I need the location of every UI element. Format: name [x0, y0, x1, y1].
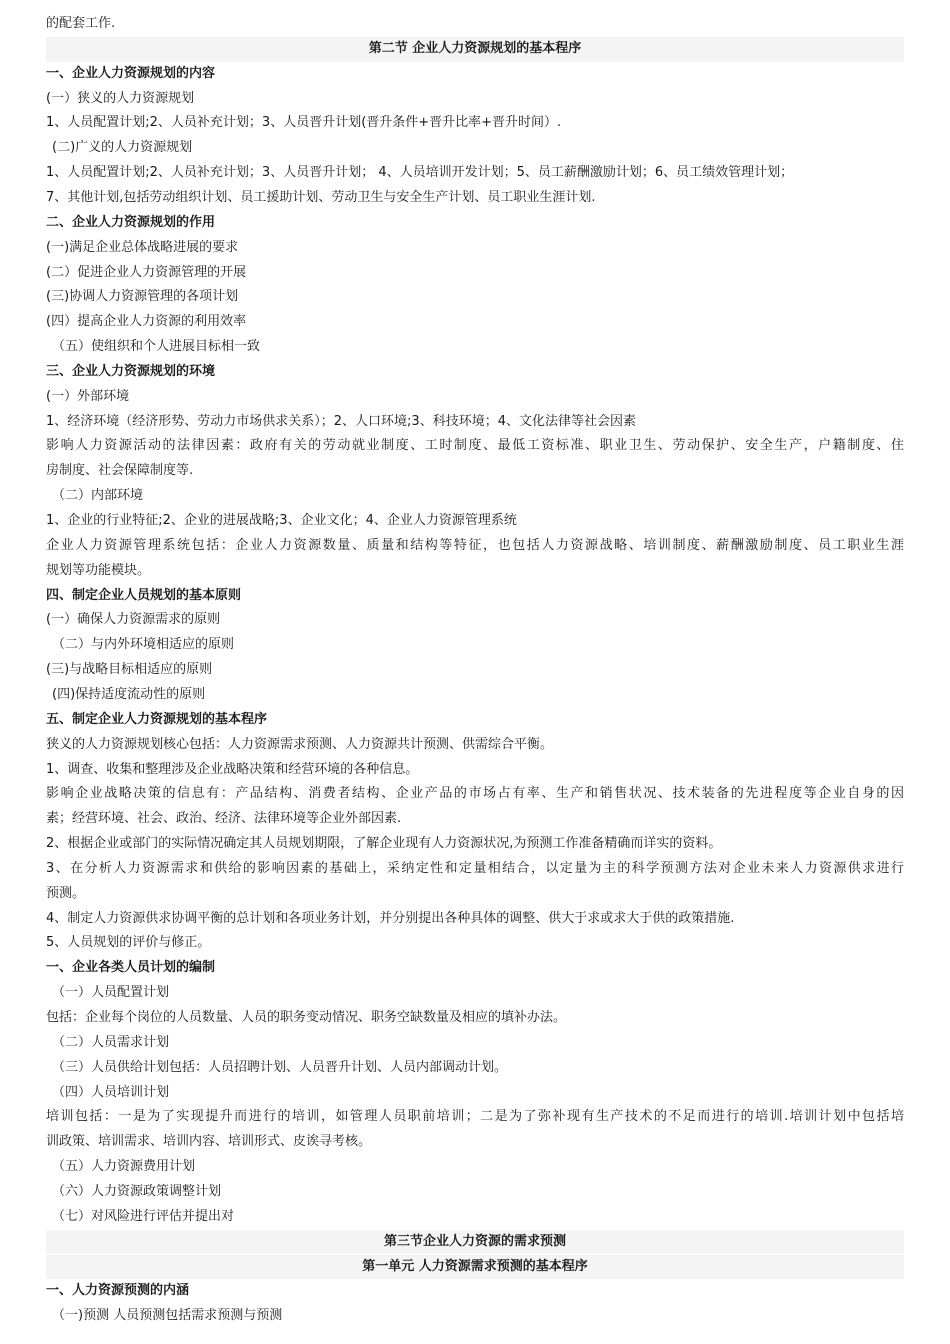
text-line: 4、制定人力资源供求协调平衡的总计划和各项业务计划，并分别提出各种具体的调整、供大于求或求大于供的政策措施.: [46, 910, 735, 926]
section-heading: 一、人力资源预测的内涵: [46, 1283, 190, 1299]
section-heading: 五、制定企业人力资源规划的基本程序: [46, 711, 268, 727]
paragraph-line: 3、在分析人力资源需求和供给的影响因素的基础上，采纳定性和定量相结合，以定量为主的科学预测方法对企业未来人力资源供求进行: [46, 860, 904, 876]
paragraph-line: 培训包括：一是为了实现提升而进行的培训，如管理人员职前培训；二是为了弥补现有生产技术的不足而进行的培训.培训计划中包括培: [46, 1109, 904, 1125]
text-line: 1、企业的行业特征;2、企业的进展战略;3、企业文化；4、企业人力资源管理系统: [46, 513, 517, 528]
text-line: (四）提高企业人力资源的利用效率: [46, 314, 247, 330]
text-line: 预测。: [46, 885, 86, 901]
sub-heading: （二）人员需求计划: [52, 1034, 170, 1050]
chapter-title: 第三节企业人力资源的需求预测: [46, 1230, 904, 1255]
text-line: 包括：企业每个岗位的人员数量、人员的职务变动情况、职务空缺数量及相应的填补办法。: [46, 1010, 567, 1025]
paragraph-line: 企业人力资源管理系统包括：企业人力资源数量、质量和结构等特征，也包括人力资源战略、培训制度、薪酬激励制度、员工职业生涯: [46, 537, 904, 553]
chapter-title: 第二节 企业人力资源规划的基本程序: [46, 37, 904, 62]
sub-heading: （七）对风险进行评估并提出对: [52, 1208, 235, 1224]
text-line: (一）外部环境: [46, 388, 130, 404]
sub-heading: （二）与内外环境相适应的原则: [52, 637, 235, 653]
text-line: 1、人员配置计划;2、人员补充计划；3、人员晋升计划； 4、人员培训开发计划；5、员工薪酬激励计划；6、员工绩效管理计划；: [46, 165, 794, 181]
section-heading: 一、企业各类人员计划的编制: [46, 960, 216, 976]
text-line: 2、根据企业或部门的实际情况确定其人员规划期限，了解企业现有人力资源状况,为预测工作准备精确而详实的资料。: [46, 836, 722, 852]
paragraph-line: 影响企业战略决策的信息有：产品结构、消费者结构、企业产品的市场占有率、生产和销售状况、技术装备的先进程度等企业自身的因: [46, 786, 904, 802]
text-line: (二）促进企业人力资源管理的开展: [46, 264, 247, 280]
section-heading: 二、企业人力资源规划的作用: [46, 214, 216, 230]
sub-heading: （五）使组织和个人进展目标相一致: [52, 339, 261, 355]
text-line: (三)协调人力资源管理的各项计划: [46, 289, 239, 305]
sub-heading: （一）人员配置计划: [52, 985, 170, 1001]
text-line: (三)与战略目标相适应的原则: [46, 662, 213, 678]
text-line: 训政策、培训需求、培训内容、培训形式、皮诶寻考核。: [46, 1134, 372, 1150]
text-line: 1、调查、收集和整理涉及企业战略决策和经营环境的各种信息。: [46, 761, 419, 777]
sub-heading: （五）人力资源费用计划: [52, 1159, 196, 1175]
text-line: 5、人员规划的评价与修正。: [46, 935, 211, 951]
text-line: (一）狭义的人力资源规划: [46, 90, 195, 106]
sub-heading: （三）人员供给计划包括：人员招聘计划、人员晋升计划、人员内部调动计划。: [52, 1059, 508, 1075]
sub-heading: （一)预测 人员预测包括需求预测与预测: [52, 1308, 283, 1324]
text-line: 狭义的人力资源规划核心包括：人力资源需求预测、人力资源共计预测、供需综合平衡。: [46, 736, 554, 752]
paragraph-line: 影响人力资源活动的法律因素：政府有关的劳动就业制度、工时制度、最低工资标准、职业卫生、劳动保护、安全生产，户籍制度、住: [46, 438, 904, 454]
text-line: (一)满足企业总体战略进展的要求: [46, 239, 239, 255]
sub-heading: （二）内部环境: [52, 488, 144, 504]
sub-heading: (四)保持适度流动性的原则: [52, 686, 206, 702]
text-line: 7、其他计划,包括劳动组织计划、员工援助计划、劳动卫生与安全生产计划、员工职业生涯计划.: [46, 189, 596, 205]
chapter-title: 第一单元 人力资源需求预测的基本程序: [46, 1255, 904, 1280]
sub-heading: （六）人力资源政策调整计划: [52, 1183, 222, 1199]
text-line: 的配套工作.: [46, 16, 116, 31]
sub-heading: (二)广义的人力资源规划: [52, 140, 193, 156]
section-heading: 三、企业人力资源规划的环境: [46, 363, 216, 379]
text-line: 1、经济环境（经济形势、劳动力市场供求关系）；2、人口环境;3、科技环境；4、文化法律等社会因素: [46, 413, 636, 429]
text-line: 房制度、社会保障制度等.: [46, 463, 194, 479]
text-line: (一）确保人力资源需求的原则: [46, 612, 221, 628]
section-heading: 四、制定企业人员规划的基本原则: [46, 587, 242, 603]
text-line: 素；经营环境、社会、政治、经济、法律环境等企业外部因素.: [46, 811, 402, 827]
text-line: 1、人员配置计划;2、人员补充计划；3、人员晋升计划(晋升条件+晋升比率+晋升时间）.: [46, 115, 562, 131]
sub-heading: （四）人员培训计划: [52, 1084, 170, 1100]
text-line: 规划等功能模块。: [46, 562, 151, 578]
section-heading: 一、企业人力资源规划的内容: [46, 65, 216, 81]
